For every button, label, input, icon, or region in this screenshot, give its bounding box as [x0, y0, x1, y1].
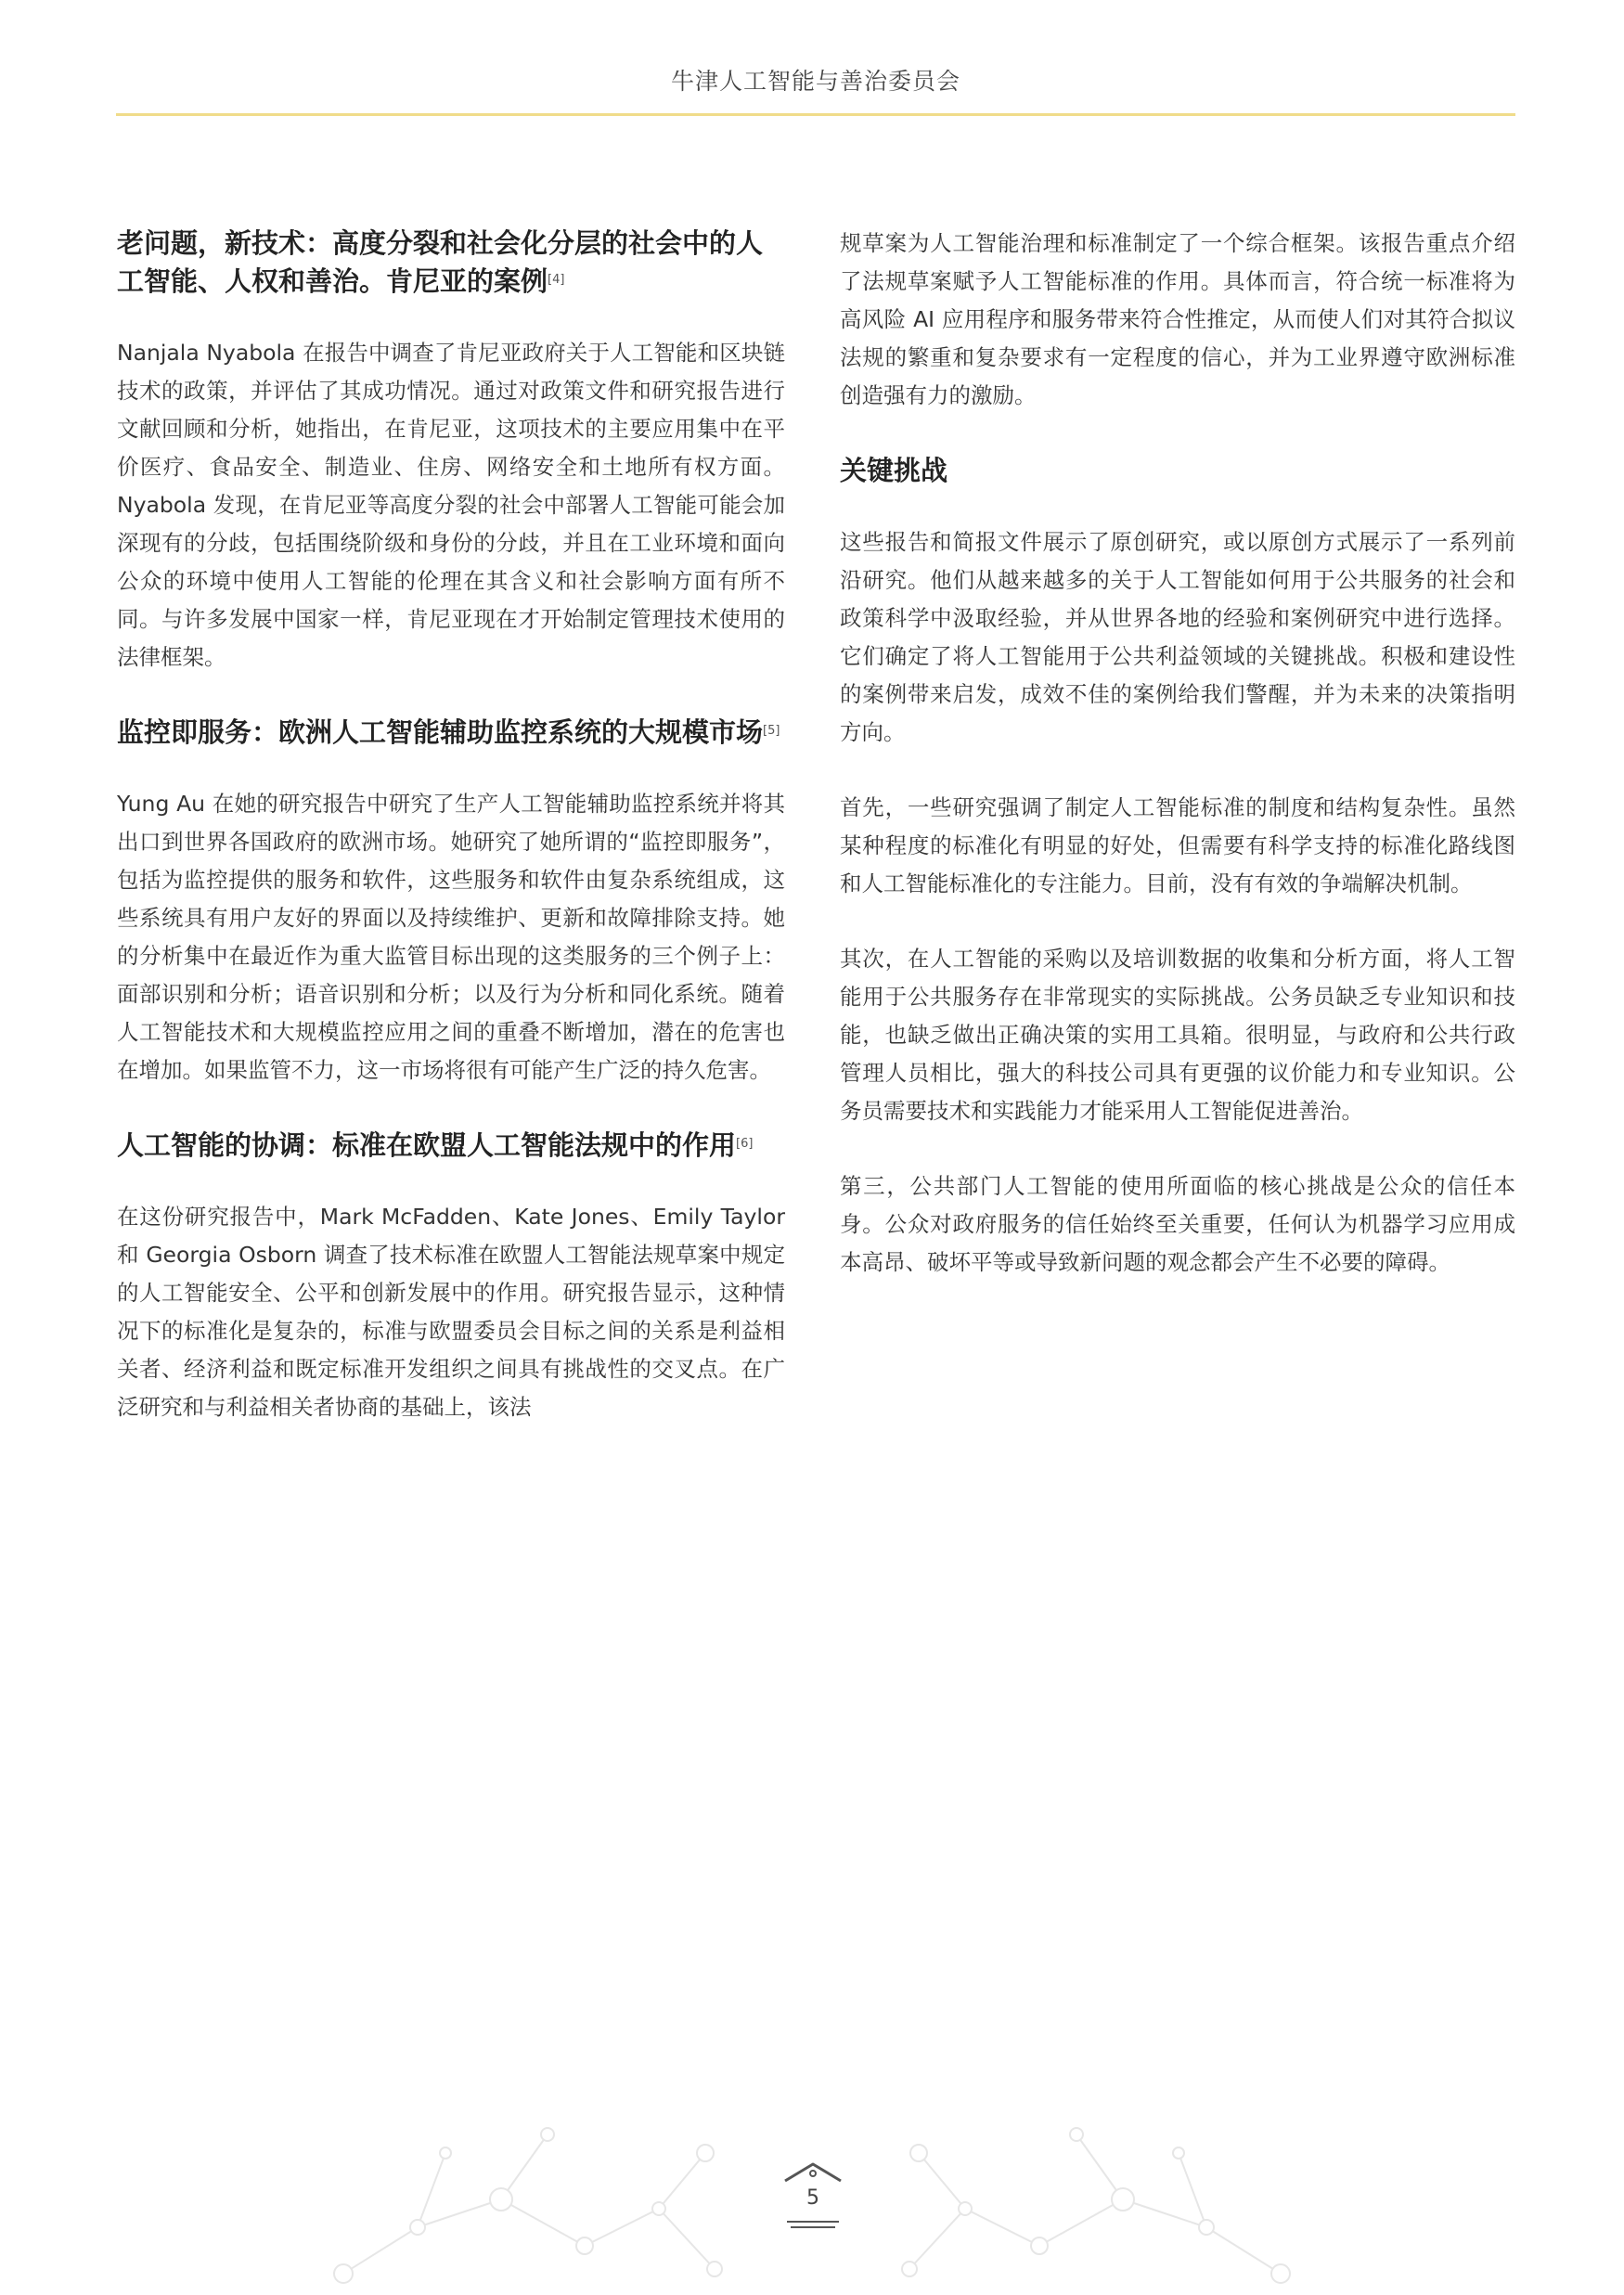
heading-text: 老问题，新技术：高度分裂和社会化分层的社会中的人工智能、人权和善治。肯尼亚的案例 — [117, 227, 764, 297]
continued-paragraph: 规草案为人工智能治理和标准制定了一个综合框架。该报告重点介绍了法规草案赋予人工智能标准的作用。具体而言，符合统一标准将为高风险 AI 应用程序和服务带来符合性推定，从而使人们对其符合拟议法规的繁重和复杂要求有一定程度的信心，并为工业界遵守欧洲标准创造强有力的激励。 — [840, 230, 1515, 408]
footnote-ref[interactable]: [4] — [548, 273, 565, 287]
section-body-standards: 在这份研究报告中，Mark McFadden、Kate Jones、Emily Taylor 和 Georgia Osborn 调查了技术标准在欧盟人工智能法规草案中规定的人工智能安全、公平和创新发展中的作用。研究报告显示，这种情况下的标准化是复杂的，标准与欧盟委员会目标之间的关系是利益相关者、经济利益和既定标准开发组织之间具有挑战性的交叉点。在广泛研究和与利益相关者协商的基础上，该法 — [117, 1204, 785, 1420]
footnote-ref[interactable]: [5] — [763, 724, 780, 738]
footnote-ref[interactable]: [6] — [736, 1137, 754, 1151]
section-heading-key-challenges: 关键挑战 — [840, 455, 948, 486]
header-rule — [116, 113, 1515, 116]
right-column — [840, 225, 1515, 1319]
section-body-kenya: Nanjala Nyabola 在报告中调查了肯尼亚政府关于人工智能和区块链技术的政策，并评估了其成功情况。通过对政策文件和研究报告进行文献回顾和分析，她指出，在肯尼亚，这项技术的主要应用集中在平价医疗、食品安全、制造业、住房、网络安全和土地所有权方面。Nyabola 发现，在肯尼亚等高度分裂的社会中部署人工智能可能会加深现有的分歧，包括围绕阶级和身份的分歧，并且在工业环境和面向公众的环境中使用人工智能的伦理在其含义和社会影响方面有所不同。与许多发展中国家一样，肯尼亚现在才开始制定管理技术使用的法律框架。 — [117, 340, 785, 670]
section-body-surveillance: Yung Au 在她的研究报告中研究了生产人工智能辅助监控系统并将其出口到世界各国政府的欧洲市场。她研究了她所谓的“监控即服务”，包括为监控提供的服务和软件，这些服务和软件由复杂系统组成，这些系统具有用户友好的界面以及持续维护、更新和故障排除支持。她的分析集中在最近作为重大监管目标出现的这类服务的三个例子上：面部识别和分析；语音识别和分析；以及行为分析和同化系统。随着人工智能技术和大规模监控应用之间的重叠不断增加，潜在的危害也在增加。如果监管不力，这一市场将很有可能产生广泛的持久危害。 — [117, 791, 785, 1083]
running-header: 牛津人工智能与善治委员会 — [670, 68, 960, 95]
section-heading-kenya — [117, 225, 785, 301]
challenge-third-paragraph: 第三，公共部门人工智能的使用所面临的核心挑战是公众的信任本身。公众对政府服务的信任始终至关重要，任何认为机器学习应用成本高昂、破坏平等或导致新问题的观念都会产生不必要的障碍。 — [840, 1173, 1515, 1275]
challenge-second-paragraph: 其次，在人工智能的采购以及培训数据的收集和分析方面，将人工智能用于公共服务存在非常现实的实际挑战。公务员缺乏专业知识和技能，也缺乏做出正确决策的实用工具箱。很明显，与政府和公共行政管理人员相比，强大的科技公司具有更强的议价能力和专业知识。公务员需要技术和实践能力才能采用人工智能促进善治。 — [840, 946, 1515, 1124]
page-number: 5 — [806, 2186, 819, 2210]
left-column — [117, 225, 785, 1463]
section-heading-surveillance — [117, 714, 785, 752]
heading-text: 监控即服务：欧洲人工智能辅助监控系统的大规模市场 — [117, 716, 764, 748]
heading-text: 人工智能的协调：标准在欧盟人工智能法规中的作用 — [117, 1129, 737, 1161]
challenge-first-paragraph: 首先，一些研究强调了制定人工智能标准的制度和结构复杂性。虽然某种程度的标准化有明显的好处，但需要有科学支持的标准化路线图和人工智能标准化的专注能力。目前，没有有效的争端解决机制。 — [840, 794, 1515, 896]
challenges-intro-paragraph: 这些报告和简报文件展示了原创研究，或以原创方式展示了一系列前沿研究。他们从越来越多的关于人工智能如何用于公共服务的社会和政策科学中汲取经验，并从世界各地的经验和案例研究中进行选择。它们确定了将人工智能用于公共利益领域的关键挑战。积极和建设性的案例带来启发，成效不佳的案例给我们警醒，并为未来的决策指明方向。 — [840, 529, 1515, 745]
section-heading-standards — [117, 1127, 785, 1165]
